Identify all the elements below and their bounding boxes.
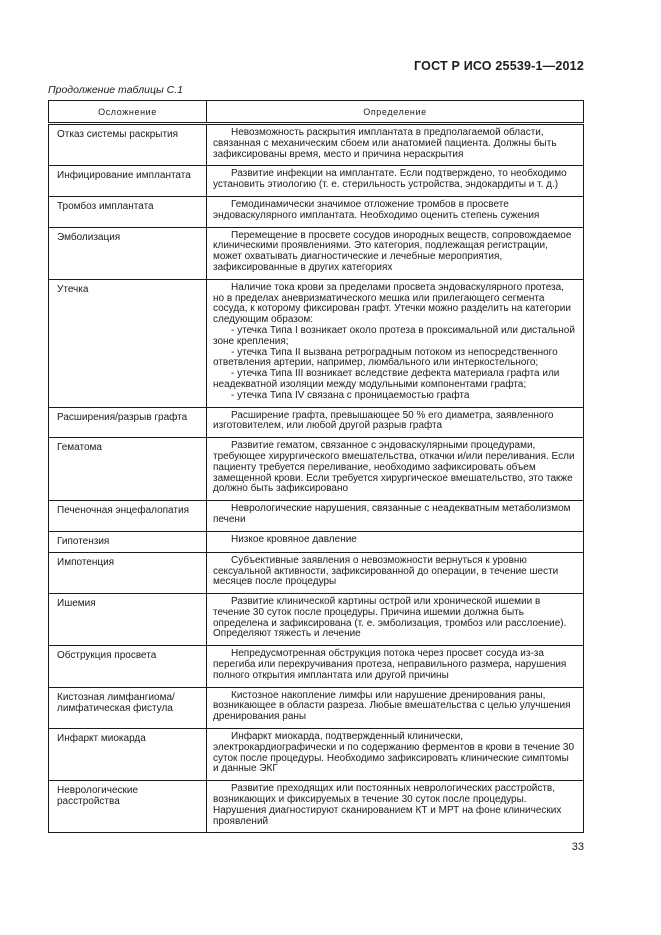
complication-cell: Инфаркт миокарда — [49, 729, 207, 781]
definition-paragraph: Развитие гематом, связанное с эндоваскулярными процедурами, требующее хирургического вмешательства, откачки и/или переливания. Если пациенту требуется переливание, необходимо зафиксировать объем замещенной крови. Если требуется хирургическое вмешательство, это также должно быть зафиксировано — [213, 440, 575, 495]
complication-cell: Расширения/разрыв графта — [49, 407, 207, 438]
complication-cell: Кистозная лимфангиома/лимфатическая фистула — [49, 687, 207, 728]
complication-cell: Тромбоз имплантата — [49, 196, 207, 227]
definition-paragraph: Низкое кровяное давление — [231, 533, 357, 545]
complication-cell: Гематома — [49, 438, 207, 501]
table-body — [49, 124, 584, 833]
table-row — [49, 501, 584, 532]
table-row — [49, 781, 584, 833]
table-row — [49, 687, 584, 728]
definition-cell — [207, 196, 584, 227]
definition-paragraph: Гемодинамически значимое отложение тромбов в просвете эндоваскулярного имплантата. Необходимо оценить степень сужения — [213, 198, 540, 221]
definition-cell — [207, 781, 584, 833]
table-caption: Продолжение таблицы С.1 — [48, 84, 183, 96]
table-row — [49, 124, 584, 166]
definition-paragraph: Расширение графта, превышающее 50 % его диаметра, заявленного изготовителем, или любой другой разрыв графта — [213, 409, 554, 432]
page-number: 33 — [571, 841, 584, 853]
table-row — [49, 438, 584, 501]
definition-cell — [207, 407, 584, 438]
complication-cell: Неврологические расстройства — [49, 781, 207, 833]
definition-cell — [207, 687, 584, 728]
definition-cell — [207, 166, 584, 197]
table-row — [49, 279, 584, 407]
complication-cell: Ишемия — [49, 594, 207, 646]
definition-paragraph: Развитие инфекции на имплантате. Если подтверждено, то необходимо установить этиологию (т. е. стерильность устройства, эндокардиты и т. д.) — [213, 168, 567, 191]
definition-paragraph: Перемещение в просвете сосудов инородных веществ, сопровождаемое клиническими проявлениями. Это категория, подлежащая регистрации, может охватывать диагностические и лечебные мероприятия, зафиксированные в других категориях — [213, 229, 572, 273]
complication-cell: Обструкция просвета — [49, 646, 207, 687]
table-row — [49, 646, 584, 687]
definition-cell — [207, 594, 584, 646]
definition-paragraph: - утечка Типа IV связана с проницаемостью графта — [231, 389, 470, 401]
document-number: ГОСТ Р ИСО 25539-1—2012 — [414, 59, 584, 73]
definition-cell — [207, 124, 584, 166]
definition-paragraph: Невозможность раскрытия имплантата в предполагаемой области, связанная с механическим сбоем или анатомией пациента. Должны быть зафиксированы время, место и причина нераскрытия — [213, 127, 557, 160]
definition-paragraph: - утечка Типа III возникает вследствие дефекта материала графта или неадекватной изоляции между модульными компонентами графта; — [213, 368, 560, 390]
table-row — [49, 196, 584, 227]
table-header-row — [49, 101, 584, 124]
table-header — [49, 101, 584, 124]
definition-paragraph: Наличие тока крови за пределами просвета эндоваскулярного протеза, но в пределах аневризматического мешка или прилегающего сегмента сосуда, к которому фиксирован графт. Утечки можно разделить на категории следующим образом: — [213, 281, 571, 326]
table-row — [49, 552, 584, 593]
definition-cell — [207, 501, 584, 532]
complication-cell: Инфицирование имплантата — [49, 166, 207, 197]
column-header-definition: Определение — [207, 101, 584, 124]
complication-cell: Печеночная энцефалопатия — [49, 501, 207, 532]
table-row — [49, 729, 584, 781]
column-header-complication: Осложнение — [49, 101, 207, 124]
table-row — [49, 594, 584, 646]
complication-cell: Эмболизация — [49, 227, 207, 279]
definition-cell — [207, 438, 584, 501]
definition-paragraph: Неврологические нарушения, связанные с неадекватным метаболизмом печени — [213, 503, 571, 525]
definition-cell — [207, 552, 584, 593]
definition-paragraph: - утечка Типа II вызвана ретроградным потоком из непосредственного ответвления артерии, например, люмбального или интеркостельного; — [213, 346, 558, 369]
definition-cell — [207, 646, 584, 687]
definition-paragraph: Развитие преходящих или постоянных неврологических расстройств, возникающих и фиксируемых в течение 30 суток после процедуры. Нарушения диагностируют сканированием КТ и МРТ на фоне клинических проявлений — [213, 783, 562, 827]
definition-paragraph: Непредусмотренная обструкция потока через просвет сосуда из-за перегиба или перекручивания протеза, неправильного размера, нарушения полного открытия имплантата или другой причины — [213, 648, 567, 681]
table-row — [49, 227, 584, 279]
complication-cell: Гипотензия — [49, 531, 207, 552]
complication-cell: Утечка — [49, 279, 207, 407]
definition-paragraph: - утечка Типа I возникает около протеза в проксимальной или дистальной зоне крепления; — [213, 324, 575, 347]
definition-cell — [207, 729, 584, 781]
complication-cell: Импотенция — [49, 552, 207, 593]
table-row — [49, 407, 584, 438]
definition-paragraph: Развитие клинической картины острой или хронической ишемии в течение 30 суток после процедуры. Причина ишемии должна быть определена и зафиксирована (т. е. эмболизация, тромбоз или расслоение). Определяют тяжесть и лечение — [213, 596, 567, 640]
complication-cell: Отказ системы раскрытия — [49, 124, 207, 166]
definition-paragraph: Кистозное накопление лимфы или нарушение дренирования раны, возникающее в области разреза. Любые вмешательства с целью улучшения дренирования раны — [213, 689, 571, 723]
table-row — [49, 531, 584, 552]
definition-paragraph: Инфаркт миокарда, подтвержденный клинически, электрокардиографически и по содержанию ферментов в крови в течение 30 суток после процедуры. Необходимо зафиксировать клинические симптомы и данные ЭКГ — [213, 731, 575, 775]
definition-cell — [207, 227, 584, 279]
table-row — [49, 166, 584, 197]
complications-table — [48, 100, 584, 833]
definition-paragraph: Субъективные заявления о невозможности вернуться к уровню сексуальной активности, зафиксированной до операции, в течение шести месяцев после процедуры — [213, 554, 559, 588]
definition-cell — [207, 531, 584, 552]
definition-cell — [207, 279, 584, 407]
